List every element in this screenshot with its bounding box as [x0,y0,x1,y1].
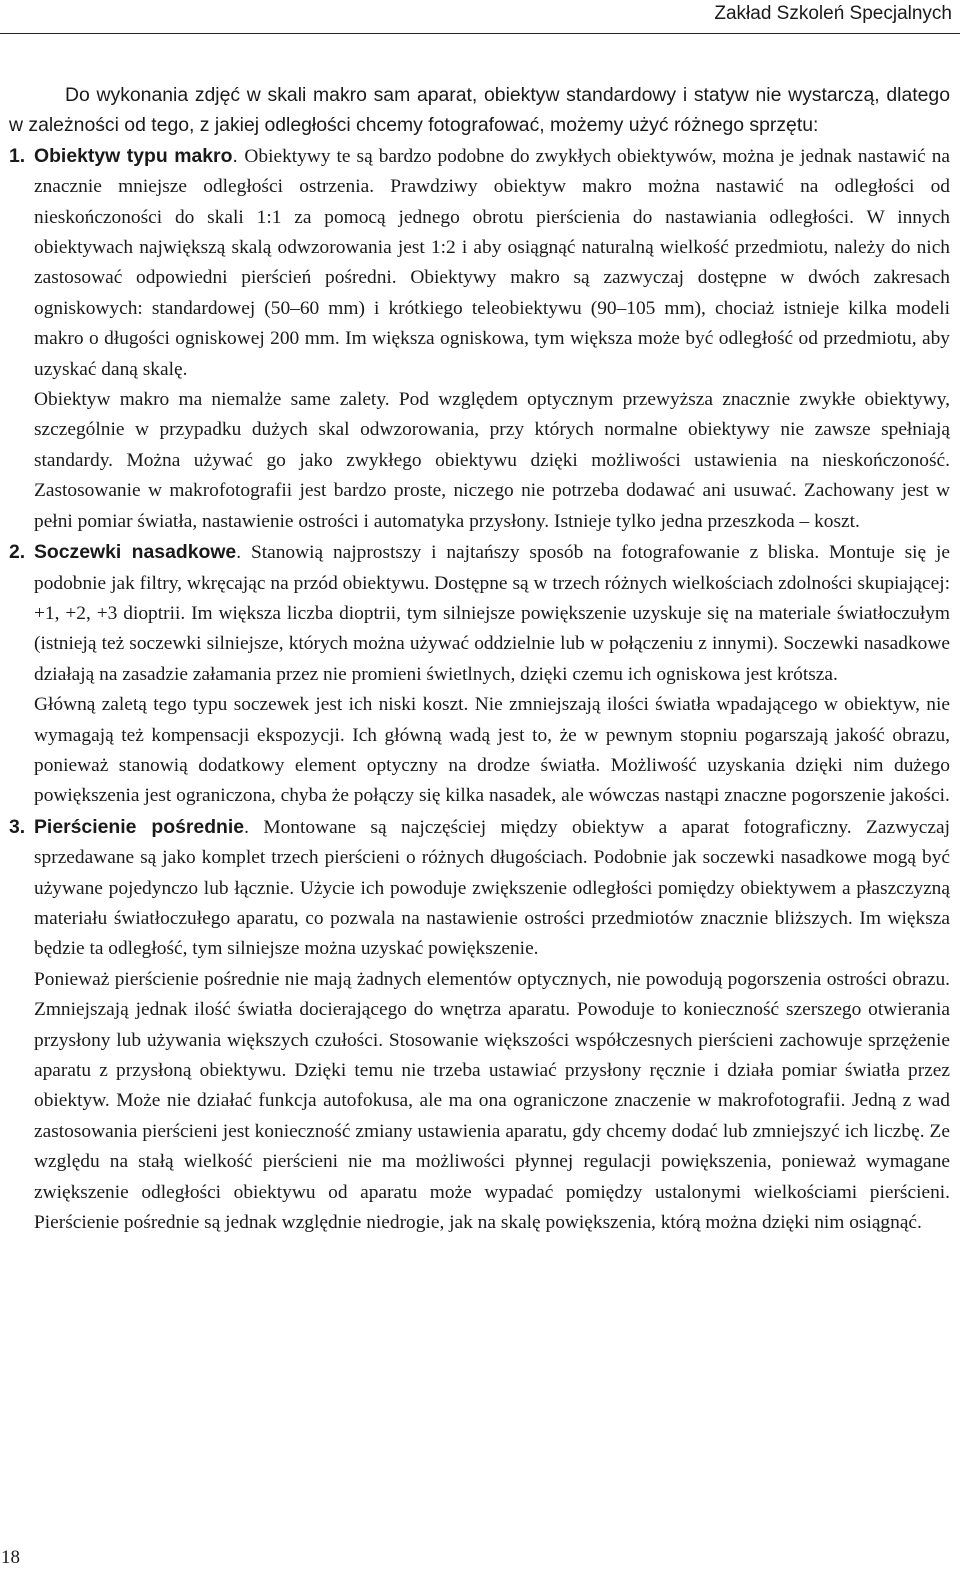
paragraph-text: Ponieważ pierścienie pośrednie nie mają żadnych elementów optycznych, nie powodują pogorszenia ostrości obrazu. Zmniejszają jednak ilość światła docierającego do wnętrza aparatu. Powoduje to konieczność szerszego otwierania przysłony lub używania większych czułości. Stosowanie większości współczesnych pierścieni zachowuje sprzężenie aparatu z przysłoną obiektywu. Dzięki temu nie trzeba ustawiać przysłony ręcznie i działa pomiar światła przez obiektyw. Może nie działać funkcja autofokusa, ale ma ona ograniczone znaczenie w makrofotografii. Jedną z wad zastosowania pierścieni jest konieczność zmiany ustawienia aparatu, gdy chcemy dodać lub zmniejszyć ich liczbę. Ze względu na stałą wielkość pierścieni nie ma możliwości płynnej regulacji powiększenia, ponieważ wymagane zwiększenie odległości obiektywu od aparatu może wypadać pomiędzy ustalonymi wielkościami pierścieni. Pierścienie pośrednie są jednak względnie niedrogie, jak na skalę powiększenia, którą można dzięki nim osiągnąć. [34,968,950,1234]
list-item-number: 2. [9,541,26,564]
page-number: 18 [1,1547,20,1568]
paragraph-text: Montowane są najczęściej między obiektyw a aparat fotograficzny. Zazwyczaj sprzedawane są jako komplet trzech pierścieni o różnych długościach. Podobnie jak soczewki nasadkowe mogą być używane pojedynczo lub łącznie. Użycie ich powoduje zwiększenie odległości pomiędzy obiektywem a płaszczyzną materiału światłoczułego aparatu, co pozwala na nastawienie ostrości przedmiotów znacznie bliższych. Im większa będzie ta odległość, tym silniejsze można uzyskać powiększenie. [34,816,950,960]
list-item-paragraph: Pierścienie pośrednie. Montowane są najczęściej między obiektyw a aparat fotograficzny. Zazwyczaj sprzedawane są jako komplet trzech pierścieni o różnych długościach. Podobnie jak soczewki nasadkowe mogą być używane pojedynczo lub łącznie. Użycie ich powoduje zwiększenie odległości pomiędzy obiektywem a płaszczyzną materiału światłoczułego aparatu, co pozwala na nastawienie ostrości przedmiotów znacznie bliższych. Im większa będzie ta odległość, tym silniejsze można uzyskać powiększenie. [34,815,950,960]
page-content [9,80,950,1238]
list-item-paragraph [34,385,950,537]
running-header [0,0,960,34]
paragraph-text: Stanowią najprostszy i najtańszy sposób na fotografowanie z bliska. Montuje się je podobnie jak filtry, wkręcając na przód obiektywu. Dostępne są w trzech różnych wielkościach zdolności skupiającej: +1, +2, +3 dioptrii. Im większa liczba dioptrii, tym silniejsze powiększenie uzyskuje się na materiale światłoczułym (istnieją też soczewki silniejsze, których można używać oddzielnie lub w połączeniu z innymi). Soczewki nasadkowe działają na zasadzie załamania przez nie promieni świetlnych, dzięki czemu ich ogniskowa jest krótsza. [34,542,950,685]
list-item-paragraph: Obiektyw typu makro. Obiektywy te są bardzo podobne do zwykłych obiektywów, można je jednak nastawić na znacznie mniejsze odległości ostrzenia. Prawdziwy obiektyw makro można nastawić na odległości od nieskończoności do skali 1:1 za pomocą jednego obrotu pierścienia do nastawiania odległości. W innych obiektywach największą skalą odwzorowania jest 1:2 i aby osiągnąć naturalną wielkość przedmiotu, należy do nich zastosować odpowiedni pierścień pośredni. Obiektywy makro są zazwyczaj dostępne w dwóch zakresach ogniskowych: standardowej (50–60 mm) i krótkiego teleobiektywu (90–105 mm), chociaż istnieje kilka modeli makro o długości ogniskowej 200 mm. Im większa ogniskowa, tym większa może być odległość od przedmiotu, aby uzyskać daną skalę. [34,144,950,380]
header-title: Zakład Szkoleń Specjalnych [714,3,952,24]
list-item-3 [9,812,950,1239]
paragraph-text: Obiektywy te są bardzo podobne do zwykłych obiektywów, można je jednak nastawić na znacznie mniejsze odległości ostrzenia. Prawdziwy obiektyw makro można nastawić na odległości od nieskończoności do skali 1:1 za pomocą jednego obrotu pierścienia do nastawiania odległości. W innych obiektywach największą skalą odwzorowania jest 1:2 i aby osiągnąć naturalną wielkość przedmiotu, należy do nich zastosować odpowiedni pierścień pośredni. Obiektywy makro są zazwyczaj dostępne w dwóch zakresach ogniskowych: standardowej (50–60 mm) i krótkiego teleobiektywu (90–105 mm), chociaż istnieje kilka modeli makro o długości ogniskowej 200 mm. Im większa ogniskowa, tym większa może być odległość od przedmiotu, aby uzyskać daną skalę. [34,145,950,380]
list-item-1 [9,141,950,537]
list-item-number: 3. [9,815,26,838]
list-item-paragraph [34,690,950,812]
list-item-2 [9,537,950,812]
paragraph-text: Obiektyw makro ma niemalże same zalety. Pod względem optycznym przewyższa znacznie zwykłe obiektywy, szczególnie w przypadku dużych skal odwzorowania, przy których normalne obiektywy nie zawsze spełniają standardy. Można używać go jako zwykłego obiektywu dzięki możliwości ustawienia na nieskończoność. Zastosowanie w makrofotografii jest bardzo proste, niczego nie potrzeba dodawać ani usuwać. Zachowany jest w pełni pomiar światła, nastawienie ostrości i automatyka przysłony. Istnieje tylko jedna przeszkoda – koszt. [34,389,950,532]
paragraph-text: Główną zaletą tego typu soczewek jest ich niski koszt. Nie zmniejszają ilości światła wpadającego w obiektyw, nie wymagają też kompensacji ekspozycji. Ich główną wadą jest to, że w pewnym stopniu pogarszają jakość obrazu, ponieważ stanowią dodatkowy element optyczny na drodze światła. Możliwość uzyskania dzięki nim dużego powiększenia jest ograniczona, chyba że połączy się kilka nasadek, ale wówczas nastąpi znaczne pogorszenie jakości. [34,694,950,807]
list-item-paragraph [34,965,950,1239]
list-item-title: Pierścienie pośrednie [34,815,245,838]
list-item-title: Soczewki nasadkowe [34,541,237,564]
list-item-title: Obiektyw typu makro [34,144,233,167]
list-item-number: 1. [9,144,26,167]
list-item-paragraph: Soczewki nasadkowe. Stanowią najprostszy i najtańszy sposób na fotografowanie z bliska. Montuje się je podobnie jak filtry, wkręcając na przód obiektywu. Dostępne są w trzech różnych wielkościach zdolności skupiającej: +1, +2, +3 dioptrii. Im większa liczba dioptrii, tym silniejsze powiększenie uzyskuje się na materiale światłoczułym (istnieją też soczewki silniejsze, których można używać oddzielnie lub w połączeniu z innymi). Soczewki nasadkowe działają na zasadzie załamania przez nie promieni świetlnych, dzięki czemu ich ogniskowa jest krótsza. [34,541,950,685]
intro-paragraph [9,80,950,141]
intro-text: Do wykonania zdjęć w skali makro sam aparat, obiektyw standardowy i statyw nie wystarczą, dlatego w zależności od tego, z jakiej odległości chcemy fotografować, możemy użyć różnego sprzętu: [9,84,950,137]
